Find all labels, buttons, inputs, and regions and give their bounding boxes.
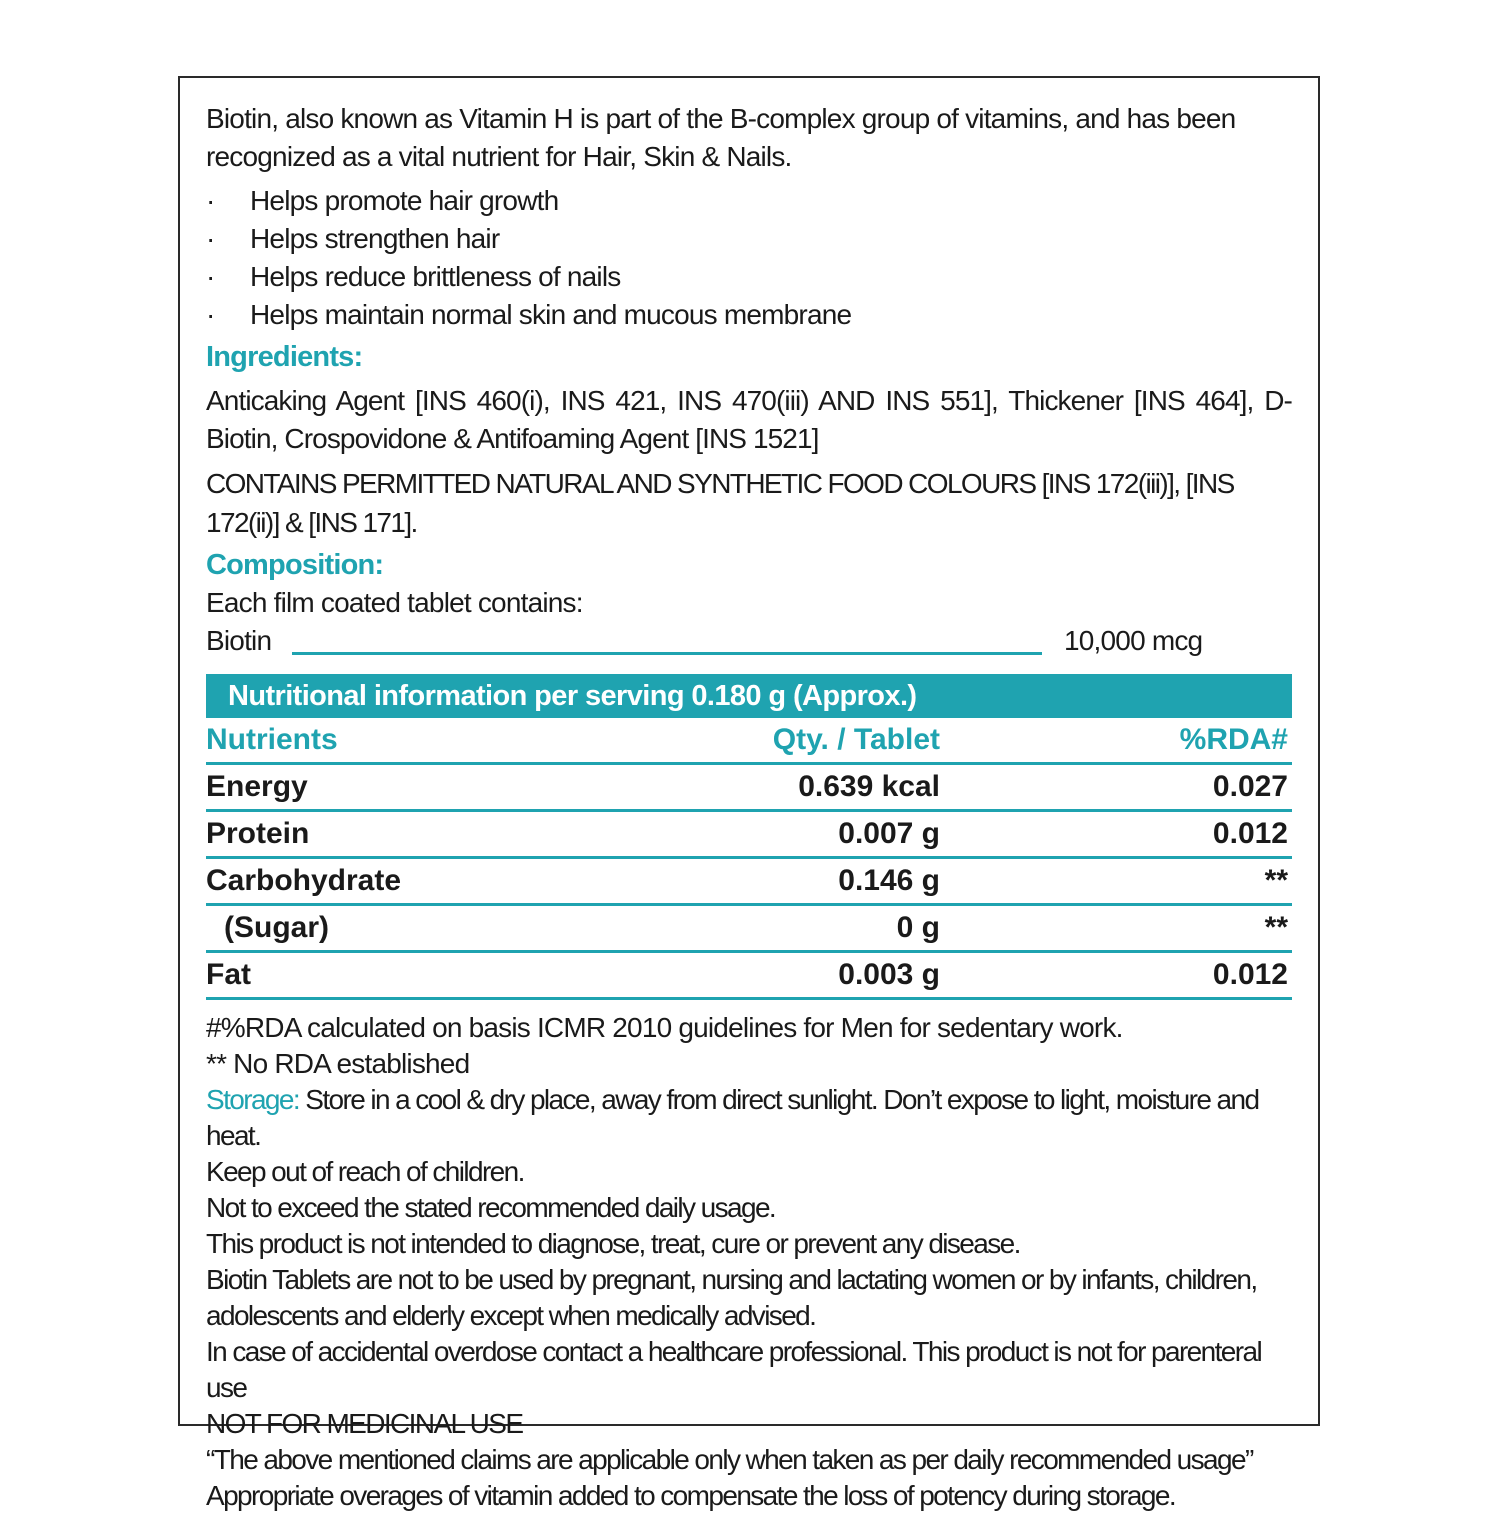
benefit-item: · Helps maintain normal skin and mucous membrane [206,296,1292,334]
bullet-dot: · [206,185,215,216]
benefit-item: · Helps strengthen hair [206,220,1292,258]
nutrition-table [206,674,1292,1000]
benefit-item: · Helps promote hair growth [206,182,1292,220]
nutrient-qty: 0.146 g [838,864,940,897]
table-row [206,765,1292,812]
nutrient-qty: 0.003 g [838,958,940,991]
warning-line: “The above mentioned claims are applicable only when taken as per daily recommended usage” [206,1444,1253,1475]
table-row [206,859,1292,906]
storage-text: Store in a cool & dry place, away from direct sunlight. Don’t expose to light, moisture and heat. [206,1084,1259,1151]
nutrient-rda: 0.027 [1212,770,1288,803]
nutrient-name: Protein [206,817,310,850]
ingredients-heading: Ingredients: [206,341,363,373]
header-rda: %RDA# [1179,723,1288,756]
warning-line: Biotin Tablets are not to be used by pregnant, nursing and lactating women or by infants, children, adolescents and elderly except when medically advised. [206,1264,1257,1331]
nutrient-name: Fat [206,958,251,991]
warning-line: NOT FOR MEDICINAL USE [206,1408,523,1439]
storage-label: Storage: [206,1084,300,1115]
leader-line [292,652,1042,655]
table-row [206,953,1292,1000]
notes-section [206,1010,1292,1514]
nutrient-qty: 0.007 g [838,817,940,850]
nutrient-rda: 0.012 [1212,958,1288,991]
warning-line: Not to exceed the stated recommended daily usage. [206,1192,776,1223]
nutrient-qty: 0.639 kcal [798,770,940,803]
warning-line: Appropriate overages of vitamin added to compensate the loss of potency during storage. [206,1480,1176,1511]
bullet-dot: · [206,261,215,292]
intro-text: Biotin, also known as Vitamin H is part of the B-complex group of vitamins, and has been recognized as a vital nutrient for Hair, Skin & Nails. [206,103,1236,172]
nutrient-name: (Sugar) [224,911,329,944]
composition-amount: 10,000 mcg [1064,625,1203,656]
nutrient-rda: ** [1264,864,1288,897]
header-nutrients: Nutrients [206,723,338,756]
header-qty: Qty. / Tablet [772,723,940,756]
nutrition-header-row [206,718,1292,765]
nutrient-name: Carbohydrate [206,864,402,897]
rda-footnote: #%RDA calculated on basis ICMR 2010 guidelines for Men for sedentary work. [206,1012,1123,1043]
warning-line: In case of accidental overdose contact a healthcare professional. This product is not for parenteral use [206,1336,1262,1403]
nutrient-qty: 0 g [896,911,940,944]
food-colours-text: CONTAINS PERMITTED NATURAL AND SYNTHETIC FOOD COLOURS [INS 172(iii)], [INS 172(ii)] & [INS 171]. [206,468,1234,538]
composition-item: Biotin [206,625,272,656]
storage-line [206,1082,1292,1154]
warning-line: This product is not intended to diagnose, treat, cure or prevent any disease. [206,1228,1020,1259]
composition-row [206,622,1292,662]
benefit-item: · Helps reduce brittleness of nails [206,258,1292,296]
bullet-dot: · [206,223,215,254]
no-rda-footnote: ** No RDA established [206,1048,470,1079]
bullet-dot: · [206,299,215,330]
ingredients-text: Anticaking Agent [INS 460(i), INS 421, INS 470(iii) AND INS 551], Thickener [INS 464], D-Biotin, Crospovidone & Antifoaming Agent [INS 1521] [206,385,1292,454]
nutrient-rda: 0.012 [1212,817,1288,850]
warning-line: Keep out of reach of children. [206,1156,524,1187]
benefits-list [206,182,1292,334]
composition-heading: Composition: [206,549,384,581]
label-content [206,100,1292,1514]
nutrient-rda: ** [1264,911,1288,944]
table-row [206,906,1292,953]
table-row [206,812,1292,859]
composition-line: Each film coated tablet contains: [206,587,583,618]
nutrient-name: Energy [206,770,308,803]
nutrition-table-title: Nutritional information per serving 0.180 g (Approx.) [206,674,1292,718]
